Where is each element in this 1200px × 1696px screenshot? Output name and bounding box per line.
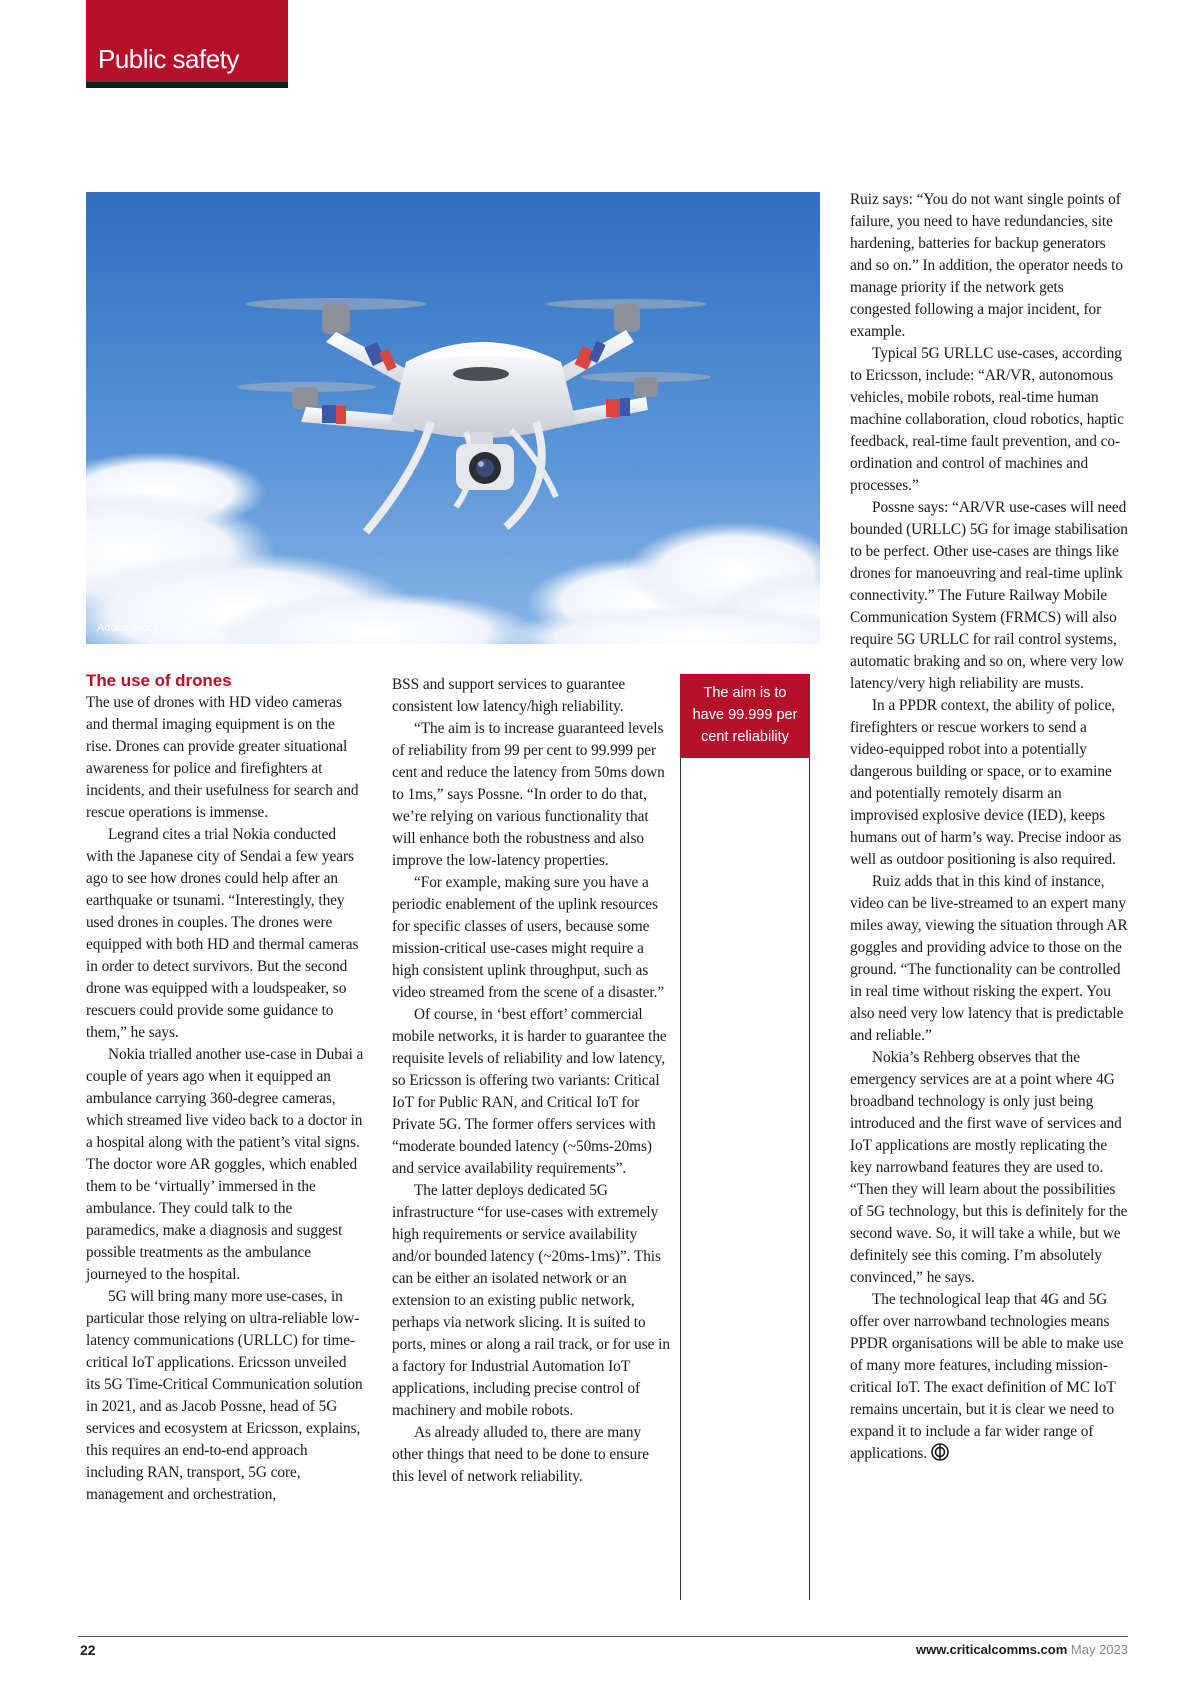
paragraph: Typical 5G URLLC use-cases, according to Ericsson, include: “AR/VR, autonomous vehicles, mobile robots, real-time human machine collaboration, cloud robotics, haptic feedback, real-time fault prevention, and co-ordination and control of machines and processes.” — [850, 345, 1124, 494]
paragraph: Ruiz says: “You do not want single points of failure, you need to have redundancies, site hardening, batteries for backup generators and so on.” In addition, the operator needs to manage priority if the network gets congested following a major incident, for example. — [850, 191, 1123, 340]
subhead-drones: The use of drones — [86, 671, 232, 690]
article-column-1 — [86, 671, 364, 1506]
paragraph — [850, 1289, 1128, 1465]
paragraph: As already alluded to, there are many other things that need to be done to ensure this level of network reliability. — [392, 1424, 649, 1485]
paragraph: Of course, in ‘best effort’ commercial mobile networks, it is harder to guarantee the requisite levels of reliability and low latency, so Ericsson is offering two variants: Critical IoT for Public RAN, and Critical IoT for Private 5G. The former offers services with “moderate bounded latency (~50ms-20ms) and service availability requirements”. — [392, 1006, 667, 1177]
pullquote-line: have 99.999 per — [692, 707, 798, 723]
paragraph: “The aim is to increase guaranteed levels of reliability from 99 per cent to 99.999 per cent and reduce the latency from 50ms down to 1ms,” says Possne. “In order to do that, we’re relying on various functionality that will enhance both the robustness and also improve the low-latency properties. — [392, 720, 665, 869]
paragraph: In a PPDR context, the ability of police, firefighters or rescue workers to send a video-equipped robot into a potentially dangerous building or space, or to examine and potentially remotely disarm an improvised explosive device (IED), keeps humans out of harm’s way. Precise indoor as well as outdoor positioning is also required. — [850, 697, 1122, 868]
paragraph: Legrand cites a trial Nokia conducted with the Japanese city of Sendai a few years ago to see how drones could help after an earthquake or tsunami. “Interestingly, they used drones in couples. The drones were equipped with both HD and thermal cameras in order to detect survivors. But the second drone was equipped with a loudspeaker, so rescuers could provide some guidance to them,” he says. — [86, 826, 359, 1041]
paragraph: “For example, making sure you have a periodic enablement of the uplink resources for specific classes of users, because some mission-critical use-cases might require a high consistent uplink throughput, such as video streamed from the scene of a disaster.” — [392, 874, 665, 1001]
drone-illustration — [86, 192, 820, 644]
paragraph: The use of drones with HD video cameras and thermal imaging equipment is on the rise. Drones can provide greater situational awareness for police and firefighters at incidents, and their usefulness for search and rescue operations is immense. — [86, 694, 359, 821]
paragraph-text: The technological leap that 4G and 5G offer over narrowband technologies means PPDR organisations will be able to make use of many more features, including mission-critical IoT. The exact definition of MC IoT remains uncertain, but it is clear we need to expand it to include a far wider range of applications. — [850, 1291, 1124, 1462]
pullquote — [680, 674, 810, 758]
section-title: Public safety — [98, 44, 239, 74]
paragraph: 5G will bring many more use-cases, in particular those relying on ultra-reliable low-latency communications (URLLC) for time-critical IoT applications. Ericsson unveiled its 5G Time-Critical Communication solution in 2021, and as Jacob Possne, head of 5G services and ecosystem at Ericsson, explains, this requires an end-to-end approach including RAN, transport, 5G core, management and orchestration, — [86, 1288, 363, 1503]
end-of-article-icon — [931, 1443, 949, 1461]
pullquote-line: cent reliability — [701, 729, 789, 745]
paragraph: The latter deploys dedicated 5G infrastructure “for use-cases with extremely high requirements or service availability and/or bounded latency (~20ms-1ms)”. This can be either an isolated network or an extension to an existing public network, perhaps via network slicing. It is suited to ports, mines or along a rail track, or for use in a factory for Industrial Automation IoT applications, including precise control of machinery and mobile robots. — [392, 1182, 670, 1419]
article-column-2 — [392, 674, 670, 1488]
paragraph: BSS and support services to guarantee consistent low latency/high reliability. — [392, 676, 626, 715]
section-header — [86, 0, 288, 88]
paragraph: Possne says: “AR/VR use-cases will need bounded (URLLC) 5G for image stabilisation to be perfect. Other use-cases are things like drones for manoeuvring and real-time uplink connectivity.” The Future Railway Mobile Communication System (FRMCS) will also require 5G URLLC for rail control systems, automatic braking and so on, where very low latency/very high reliability are musts. — [850, 499, 1128, 692]
paragraph: Nokia trialled another use-case in Dubai a couple of years ago when it equipped an ambulance carrying 360-degree cameras, which streamed live video back to a doctor in a hospital along with the patient’s vital signs. The doctor wore AR goggles, which enabled them to be ‘virtually’ immersed in the ambulance. They could talk to the paramedics, make a diagnosis and suggest possible treatments as the ambulance journeyed to the hospital. — [86, 1046, 364, 1283]
footer-rule — [78, 1636, 1128, 1637]
article-column-3 — [850, 189, 1128, 1465]
pullquote-panel — [680, 674, 810, 1600]
pullquote-rule-right — [809, 758, 810, 1600]
footer-date: May 2023 — [1070, 1642, 1128, 1657]
photo-credit: Adobe Stock/SKfoto — [97, 622, 196, 634]
paragraph: Nokia’s Rehberg observes that the emergency services are at a point where 4G broadband technology is only just being introduced and the first wave of services and IoT applications are mostly replicating the key narrowband features they are used to. “Then they will learn about the possibilities of 5G technology, but this is definitely for the second wave. So, it will take a while, but we definitely see this coming. I’m absolutely convinced,” he says. — [850, 1049, 1128, 1286]
footer-publication — [916, 1642, 1128, 1657]
drone-photo — [86, 192, 820, 644]
pullquote-rule-left — [680, 758, 681, 1600]
footer-website: www.criticalcomms.com — [916, 1642, 1068, 1657]
paragraph: Ruiz adds that in this kind of instance, video can be live-streamed to an expert many miles away, viewing the situation through AR goggles and providing advice to those on the ground. “The functionality can be controlled in real time without risking the expert. You also need very low latency that is predictable and reliable.” — [850, 873, 1128, 1044]
pullquote-line: The aim is to — [703, 685, 787, 701]
page-number: 22 — [80, 1642, 96, 1658]
